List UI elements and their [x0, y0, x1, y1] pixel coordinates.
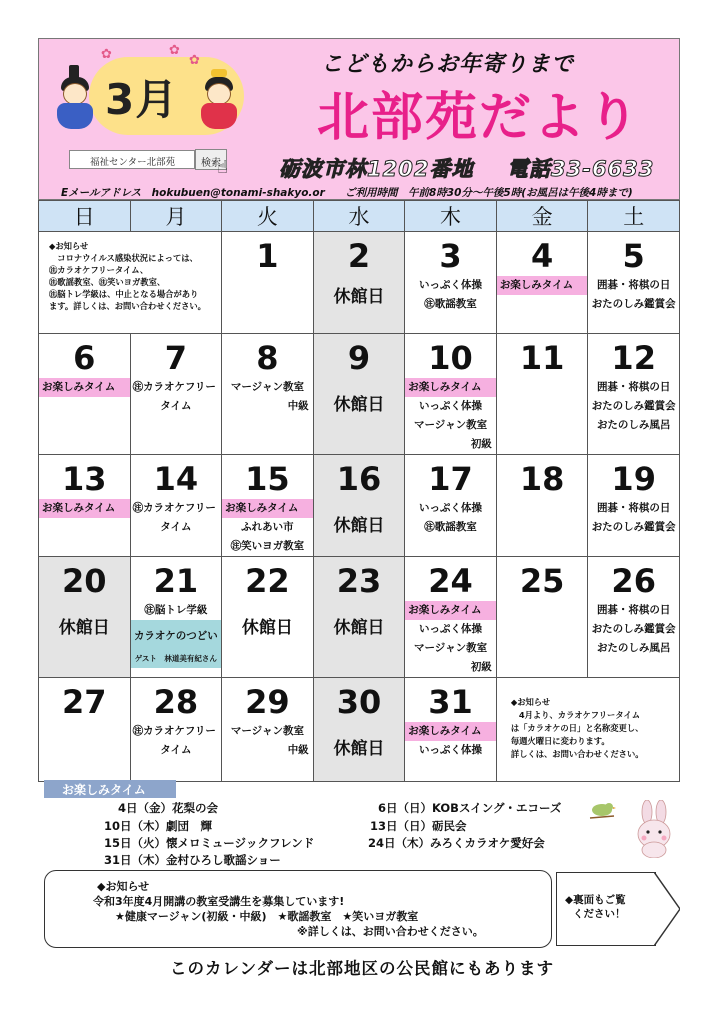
search-input[interactable]: 福祉センター北部苑	[69, 150, 195, 169]
day-number: 13	[62, 460, 107, 498]
event: 囲碁・将棋の日	[596, 381, 671, 393]
day-number: 18	[519, 460, 565, 498]
day-cell	[496, 557, 588, 678]
day-cell	[130, 557, 222, 678]
event: ㊟脳トレ学級	[144, 604, 208, 616]
fun-time-event: お楽しみタイム	[39, 378, 130, 397]
day-cell	[39, 455, 131, 557]
hand-cursor-icon: ☝	[217, 157, 228, 178]
day-cell	[313, 557, 405, 678]
week-row	[39, 557, 680, 678]
event: マージャン教室	[230, 381, 304, 393]
event: ㊟歌謡教室	[424, 298, 477, 310]
day-number: 24	[428, 562, 473, 600]
day-cell	[313, 232, 405, 334]
flower-icon: ✿	[101, 47, 112, 62]
day-cell	[405, 678, 497, 782]
phone-number: 電話33-6633	[507, 157, 655, 181]
odairi-doll-icon	[55, 61, 95, 129]
day-number: 14	[153, 460, 199, 498]
month-label: 3月	[105, 75, 179, 124]
fun-time-event: お楽しみタイム	[405, 722, 496, 741]
day-number: 6	[73, 339, 96, 377]
event: マージャン教室	[230, 725, 304, 737]
weekday-mon: 月	[130, 201, 222, 232]
notice-bottom: ◆お知らせ 4月より、カラオケフリータイム は「カラオケの日」と名称変更し、 毎週火曜日に変わります。 詳しくは、お問い合わせください。	[510, 697, 644, 759]
weekday-thu: 木	[405, 201, 497, 232]
day-number: 29	[245, 683, 290, 721]
event: ㊟歌謡教室	[424, 521, 477, 533]
day-number: 7	[164, 339, 187, 377]
weekday-header-row	[39, 201, 680, 232]
day-cell	[405, 232, 497, 334]
event: いっぷく体操	[419, 744, 483, 756]
event: 初級	[470, 661, 492, 673]
notice-line: 令和3年度4月開講の教室受講生を募集しています!	[93, 895, 345, 908]
week-row	[39, 455, 680, 557]
day-number: 26	[611, 562, 656, 600]
day-number: 20	[62, 562, 107, 600]
week-row	[39, 678, 680, 782]
event: いっぷく体操	[419, 279, 483, 291]
page-title: 北部苑だより	[317, 88, 642, 148]
day-number: 15	[245, 460, 290, 498]
email-address: Eメールアドレス hokubuen@tonami-shakyo.or	[61, 187, 325, 199]
closed-label: 休館日	[241, 618, 293, 638]
header-banner	[38, 38, 680, 200]
fun-time-item: 31日（木）金村ひろし歌謡ショー	[104, 853, 281, 867]
day-number: 17	[428, 460, 473, 498]
event: おたのしみ風呂	[596, 642, 671, 654]
tagline: こどもからお年寄りまで	[321, 52, 575, 77]
notice-cell-bottom	[496, 678, 679, 782]
recruitment-notice	[44, 870, 552, 948]
event: おたのしみ鑑賞会	[591, 521, 676, 533]
event: おたのしみ鑑賞会	[591, 400, 676, 412]
notice-top: ◆お知らせ コロナウイルス感染状況によっては、 ㊟カラオケフリータイム、 ㊟歌謡教室、㊟笑いヨガ教室、 ㊟脳トレ学級は、中止となる場合があり ます。詳しくは、お問い合わせください。	[49, 241, 206, 311]
fun-time-item: 13日（日）砺民会	[370, 819, 467, 833]
day-cell	[222, 557, 314, 678]
weekday-sat: 土	[588, 201, 680, 232]
day-cell	[39, 678, 131, 782]
weekday-fri: 金	[496, 201, 588, 232]
arrow-right-icon	[654, 872, 680, 946]
fun-time-item: 6日（日）KOBスイング・エコーズ	[378, 801, 562, 815]
weekday-wed: 水	[313, 201, 405, 232]
day-cell	[405, 334, 497, 455]
closed-label: 休館日	[333, 739, 385, 759]
day-number: 31	[428, 683, 473, 721]
event: おたのしみ鑑賞会	[591, 298, 676, 310]
fun-time-item: 15日（火）懐メロミュージックフレンド	[104, 836, 315, 850]
fun-time-event: お楽しみタイム	[405, 378, 496, 397]
fun-time-item: 24日（木）みろくカラオケ愛好会	[368, 836, 545, 850]
day-cell	[588, 557, 680, 678]
day-number: 30	[336, 683, 382, 721]
karaoke-event: カラオケのつどい ゲスト 林道美有紀さん	[131, 620, 222, 668]
flower-icon: ✿	[169, 43, 180, 58]
event: タイム	[160, 744, 192, 756]
rabbit-icon	[632, 800, 676, 858]
event: ふれあい市	[241, 521, 294, 533]
fun-time-item: 4日（金）花梨の会	[118, 801, 219, 815]
see-back-notice: ◆裏面もご覧 ください！	[556, 872, 656, 946]
closed-label: 休館日	[58, 618, 110, 638]
day-number: 1	[256, 237, 279, 275]
notice-heading: ◆お知らせ	[97, 880, 150, 893]
fun-time-label: お楽しみタイム	[44, 780, 176, 798]
event: ㊟カラオケフリー	[132, 502, 216, 514]
closed-label: 休館日	[333, 287, 385, 307]
day-number: 4	[530, 237, 554, 275]
event: ㊟カラオケフリー	[132, 725, 216, 737]
day-cell	[405, 455, 497, 557]
weekday-sun: 日	[39, 201, 131, 232]
day-cell	[222, 232, 314, 334]
day-cell	[496, 334, 588, 455]
day-number: 22	[245, 562, 290, 600]
day-cell	[496, 455, 588, 557]
day-cell	[496, 232, 588, 334]
day-cell	[313, 678, 405, 782]
event: タイム	[160, 400, 192, 412]
fun-time-event: お楽しみタイム	[222, 499, 313, 518]
event: いっぷく体操	[419, 400, 483, 412]
fun-time-event: お楽しみタイム	[39, 499, 130, 518]
day-number: 19	[611, 460, 656, 498]
event: おたのしみ鑑賞会	[591, 623, 676, 635]
fun-time-item: 10日（木）劇団 輝	[104, 819, 213, 833]
event: 囲碁・将棋の日	[596, 604, 671, 616]
footer-note: このカレンダーは北部地区の公民館にもあります	[170, 959, 554, 978]
calendar-grid	[38, 200, 680, 782]
day-cell	[130, 455, 222, 557]
day-number: 11	[519, 339, 565, 377]
week-row	[39, 334, 680, 455]
day-number: 21	[153, 562, 199, 600]
day-cell	[130, 334, 222, 455]
weekday-tue: 火	[222, 201, 314, 232]
guest-label: ゲスト 林道美有紀さん	[134, 654, 217, 663]
closed-label: 休館日	[333, 516, 385, 536]
notice-cell-top	[39, 232, 222, 334]
day-cell	[588, 455, 680, 557]
event: 中級	[287, 400, 309, 412]
day-number: 2	[347, 237, 371, 275]
ohina-doll-icon	[199, 61, 239, 129]
day-cell	[130, 678, 222, 782]
opening-hours: ご利用時間 午前8時30分～午後5時(お風呂は午後4時まで)	[345, 187, 633, 199]
closed-label: 休館日	[333, 618, 385, 638]
day-number: 16	[336, 460, 382, 498]
day-number: 28	[153, 683, 199, 721]
flower-icon: ✿	[189, 53, 200, 68]
day-cell	[222, 678, 314, 782]
day-cell	[405, 557, 497, 678]
fun-time-event: お楽しみタイム	[497, 276, 588, 295]
day-number: 5	[622, 237, 645, 275]
day-number: 10	[428, 339, 473, 377]
day-number: 23	[336, 562, 382, 600]
day-number: 27	[62, 683, 107, 721]
bird-icon	[588, 800, 616, 820]
day-number: 12	[611, 339, 656, 377]
event: 中級	[287, 744, 309, 756]
event: マージャン教室	[413, 642, 488, 654]
day-cell	[222, 455, 314, 557]
day-cell	[313, 334, 405, 455]
week-row	[39, 232, 680, 334]
event: おたのしみ風呂	[596, 419, 671, 431]
event: マージャン教室	[413, 419, 488, 431]
event: ㊟カラオケフリー	[132, 381, 216, 393]
event: 初級	[470, 438, 492, 450]
day-number: 9	[347, 339, 371, 377]
event: 囲碁・将棋の日	[596, 279, 671, 291]
event: 囲碁・将棋の日	[596, 502, 671, 514]
notice-line: ※詳しくは、お問い合わせください。	[297, 925, 484, 938]
day-number: 3	[439, 237, 462, 275]
event: いっぷく体操	[419, 623, 483, 635]
day-cell	[313, 455, 405, 557]
day-cell	[588, 334, 680, 455]
event: タイム	[160, 521, 192, 533]
day-number: 8	[256, 339, 279, 377]
event: いっぷく体操	[419, 502, 483, 514]
day-number: 25	[519, 562, 565, 600]
day-cell	[222, 334, 314, 455]
address: 砺波市林1202番地	[279, 157, 474, 181]
day-cell	[588, 232, 680, 334]
notice-line: ★健康マージャン(初級・中級) ★歌謡教室 ★笑いヨガ教室	[115, 910, 419, 923]
day-cell	[39, 557, 131, 678]
closed-label: 休館日	[333, 395, 385, 415]
search-button[interactable]: 検索	[195, 149, 227, 170]
event: ㊟笑いヨガ教室	[230, 540, 305, 552]
fun-time-event: お楽しみタイム	[405, 601, 496, 620]
day-cell	[39, 334, 131, 455]
